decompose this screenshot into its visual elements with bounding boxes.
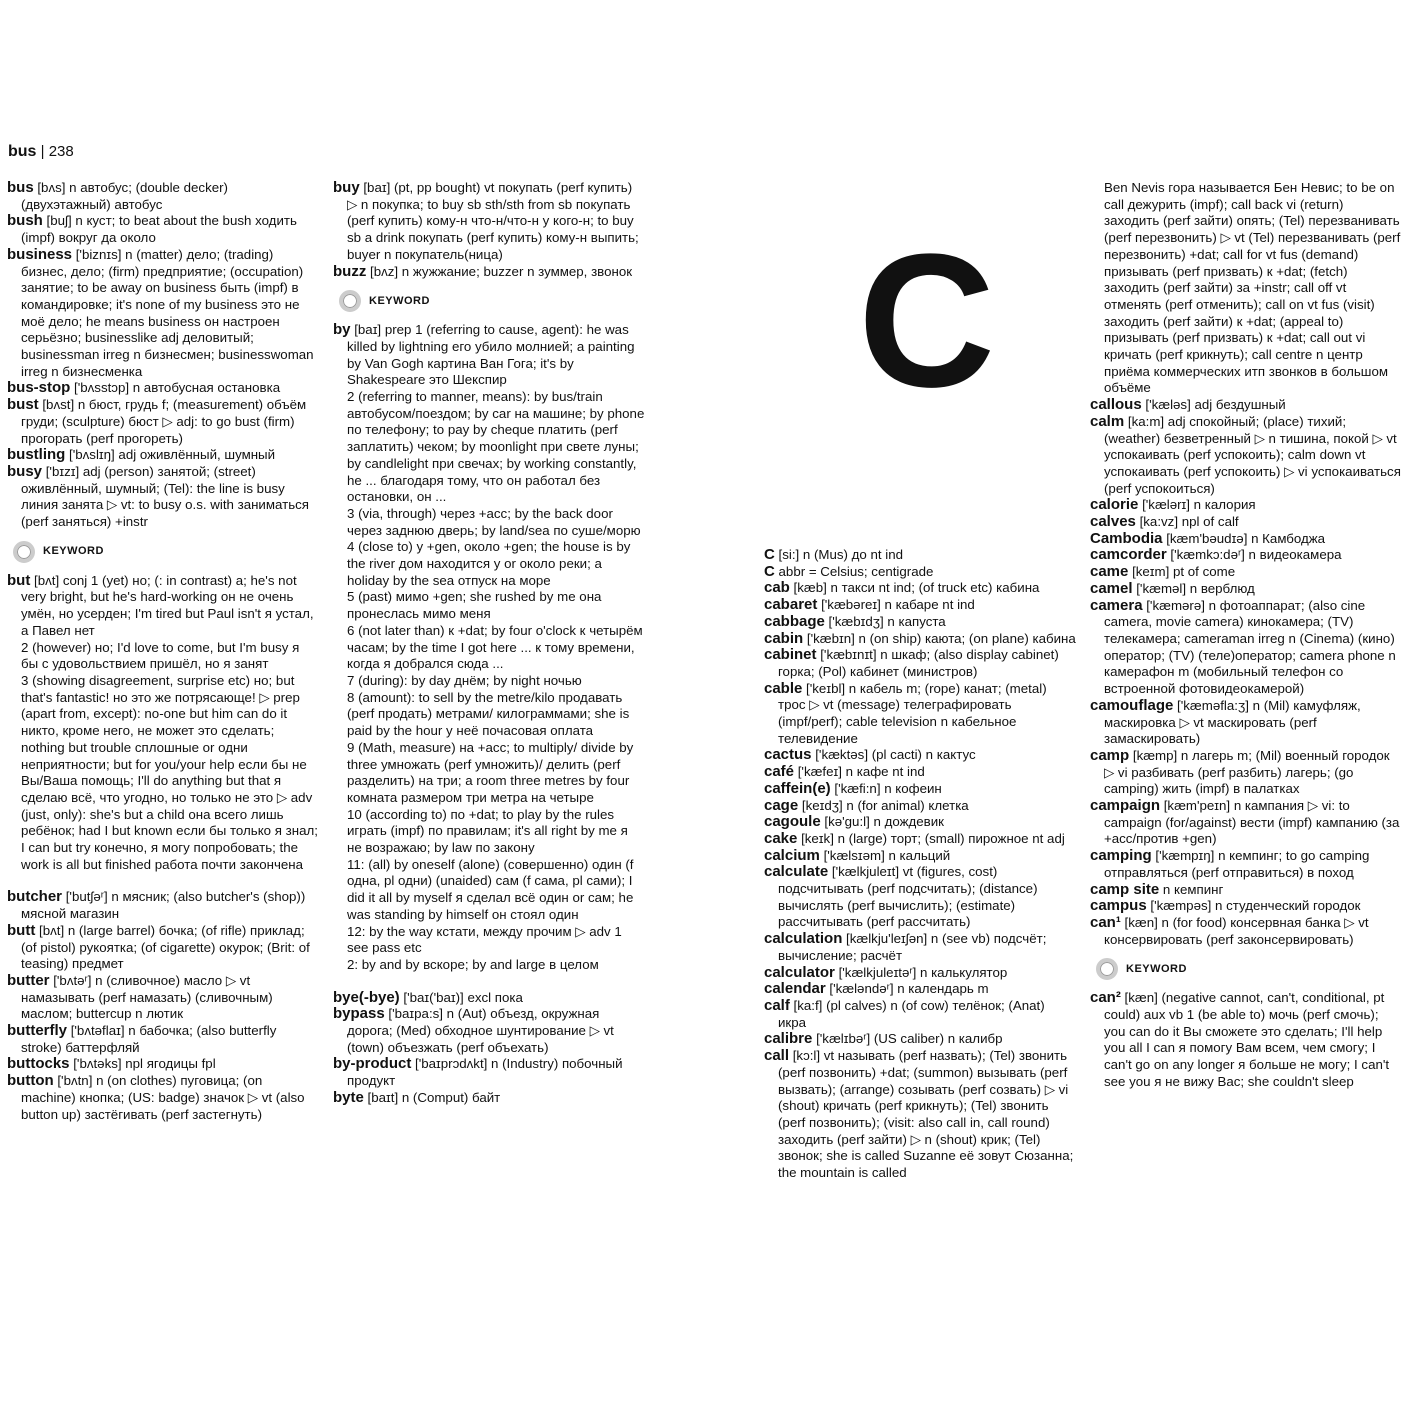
entry-headword: camera — [1090, 596, 1143, 614]
column-4 — [1090, 180, 1401, 1091]
entry-headword: cabaret — [764, 596, 818, 614]
entry-definition: [si:] n (Mus) до nt ind — [774, 547, 904, 562]
dictionary-entry — [7, 380, 319, 397]
keyword-circle-icon — [13, 541, 35, 563]
entry-definition: ['kæməl] n верблюд — [1132, 580, 1255, 596]
entry-headword: busy — [7, 462, 43, 480]
entry-definition: [bʌt] n (large barrel) бочка; (of rifle) приклад; (of pistol) рукоятка; (of cigarette) окурок; (Brit: of teasing) предмет — [21, 922, 310, 972]
running-header — [8, 143, 74, 161]
entry-definition: ['kæmərə] n фотоаппарат; (also cine camera, movie camera) кинокамера; (TV) телекамера; cameraman irreg n (Cinema) (кино) оператор; (TV) (теле)оператор; camera phone n камерафон m (мобильный телефон со встроенной фотовидеокамерой) — [1104, 597, 1396, 697]
entry-definition: [kə'gu:l] n дождевик — [820, 814, 944, 830]
dictionary-entry — [1090, 748, 1401, 798]
entry-headword: button — [7, 1072, 54, 1090]
entry-headword: butterfly — [7, 1022, 67, 1040]
entry-sense: 3 (showing disagreement, surprise etc) но; but that's fantastic! но это же потрясающе! ▷ prep (apart from, except): no-one but him can do it никто, кроме него, не может это сделать; nothing but trouble сплошные or одни неприятности; but for you/your help если бы не Вы/Ваша помощь; I'll do anything but that я сделаю всё, что угодно, но только не это ▷ adv (just, only): she's but a child она всего лишь ребёнок; had I but known если бы только я знал; I can but try конечно, я могу попробовать; the work is all but finished работа почти закончена — [21, 672, 318, 872]
page-number: 238 — [48, 143, 74, 160]
entry-headword: business — [7, 245, 73, 263]
dictionary-entry — [764, 631, 1076, 648]
entry-headword: calibre — [764, 1030, 813, 1048]
dictionary-entry — [1090, 397, 1401, 414]
entry-definition: [kælkju'leɪʃən] n (see vb) подсчёт; вычисление; расчёт — [778, 931, 1047, 963]
dictionary-entry — [1090, 698, 1401, 748]
entry-headword: camping — [1090, 847, 1152, 865]
spacer — [333, 974, 645, 990]
dictionary-entry — [764, 965, 1076, 982]
entry-definition: [kæmp] n лагерь m; (Mil) военный городок ▷ vi разбивать (perf разбить) лагерь; (go camping) жить (impf) в палатках — [1104, 747, 1390, 797]
entry-definition: ['baɪprɔdʌkt] n (Industry) побочный продукт — [347, 1056, 623, 1089]
entry-headword: callous — [1090, 396, 1142, 414]
dictionary-entry — [7, 1023, 319, 1056]
entry-definition: [bʌz] n жужжание; buzzer n зуммер, звонок — [366, 263, 633, 279]
dictionary-entry — [764, 931, 1076, 964]
entry-definition: ['bʌtəks] npl ягодицы fpl — [69, 1056, 216, 1072]
entry-definition: ['bʌtn] n (on clothes) пуговица; (on machine) кнопка; (US: badge) значок ▷ vt (also button up) застёгивать (perf застегнуть) — [21, 1073, 305, 1122]
entry-definition: ['kæfi:n] n кофеин — [830, 780, 942, 796]
entry-headword: bust — [7, 396, 39, 414]
dictionary-entry — [764, 781, 1076, 798]
dictionary-entry — [7, 889, 319, 922]
dictionary-entry — [764, 564, 1076, 581]
entry-definition: ['bʌtəʳ] n (сливочное) масло ▷ vt намазывать (perf намазать) (сливочным) маслом; buttercup n лютик — [21, 972, 273, 1022]
dictionary-entry — [764, 597, 1076, 614]
keyword-label: KEYWORD — [43, 545, 104, 558]
dictionary-entry — [7, 973, 319, 1023]
dictionary-entry — [1090, 514, 1401, 531]
entry-headword: calcium — [764, 846, 820, 864]
entry-headword: Cambodia — [1090, 529, 1163, 547]
entry-sense: 2 (referring to manner, means): by bus/train автобусом/поездом; by car на машине; by phone по телефону; to pay by cheque платить (perf заплатить) чеком; by moonlight при свете луны; by candlelight при свечах; by working constantly, he ... благодаря тому, что он работал без остановки, он ... — [347, 389, 645, 505]
dictionary-entry — [764, 1048, 1076, 1182]
entry-sense: 2: by and by вскоре; by and large в целом — [347, 956, 599, 972]
entry-headword: buzz — [333, 262, 367, 280]
entry-definition: [kɔ:l] vt называть (perf назвать); (Tel) звонить (perf позвонить) +dat; (summon) вызывать (perf вызвать); (arrange) созывать (perf созвать) ▷ vi (shout) кричать (perf крикнуть); (Tel) звонить (perf позвонить); (visit: also call in, call round) заходить (perf зайти) ▷ n (shout) крик; (Tel) звонок; she is called Suzanne её зовут Сюзанна; the mountain is called — [778, 1048, 1074, 1181]
entry-definition: ['kæktəs] (pl cacti) n кактус — [811, 747, 976, 763]
keyword-circle-icon — [339, 290, 361, 312]
entry-headword: camouflage — [1090, 696, 1174, 714]
dictionary-entry — [7, 213, 319, 246]
entry-headword: butter — [7, 971, 50, 989]
entry-definition: ['bʌsstɔp] n автобусная остановка — [70, 380, 281, 396]
dictionary-entry — [1090, 581, 1401, 598]
entry-headword: caffein(e) — [764, 779, 831, 797]
dictionary-entry — [333, 1056, 645, 1089]
entry-sense: 2 (however) но; I'd love to come, but I'm busy я бы с удовольствием пришёл, но я занят — [21, 639, 300, 672]
entry-definition: ['kæmpəs] n студенческий городок — [1146, 898, 1361, 914]
entry-headword: by-product — [333, 1055, 412, 1073]
entry-definition: [keɪdʒ] n (for animal) клетка — [798, 797, 969, 813]
keyword-label: KEYWORD — [1126, 962, 1187, 975]
entry-sense: 10 (according to) по +dat; to play by the rules играть (impf) по правилам; it's all right by me я не возражаю; by law по закону — [347, 806, 628, 856]
column-2 — [333, 180, 645, 1107]
entry-headword: bypass — [333, 1005, 385, 1023]
dictionary-entry — [1090, 598, 1401, 698]
dictionary-entry — [333, 180, 645, 264]
entry-headword: butcher — [7, 888, 63, 906]
dictionary-entry — [1090, 798, 1401, 848]
dictionary-entry — [7, 573, 319, 640]
entry-headword: café — [764, 763, 795, 781]
entry-headword: calf — [764, 996, 790, 1014]
dictionary-entry — [764, 614, 1076, 631]
keyword-marker — [13, 541, 319, 563]
dictionary-entry — [1090, 990, 1401, 1090]
dictionary-entry — [7, 247, 319, 381]
entry-headword: calorie — [1090, 496, 1139, 514]
entry-definition: ['biznɪs] n (matter) дело; (trading) бизнес, дело; (firm) предприятие; (occupation) занятие; to be away on business быть (impf) в командировке; it's none of my business это не моё дело; he means business он настроен серьёзно; businesslike adj деловитый; businessman irreg n бизнесмен; businesswoman irreg n бизнесменка — [21, 246, 314, 379]
entry-definition: ['bʌtəflaɪ] n бабочка; (also butterfly stroke) баттерфляй — [21, 1023, 277, 1055]
entry-headword: buy — [333, 179, 360, 196]
dictionary-entry — [764, 1031, 1076, 1048]
header-headword: bus — [8, 143, 37, 160]
dictionary-entry — [7, 180, 319, 213]
entry-definition: ['kæbəreɪ] n кабаре nt ind — [817, 597, 975, 613]
dictionary-entry — [764, 831, 1076, 848]
dictionary-entry — [1090, 531, 1401, 548]
entry-sense: 7 (during): by day днём; by night ночью — [347, 672, 582, 688]
entry-definition: ['kæfeɪ] n кафе nt ind — [794, 764, 925, 780]
dictionary-entry — [333, 322, 645, 389]
entry-headword: cable — [764, 679, 803, 697]
entry-sense: 3 (via, through) через +acc; by the back door через заднюю дверь; by land/sea по суше/морю — [347, 505, 641, 538]
entry-definition: ['kælkjuleɪtəʳ] n калькулятор — [834, 964, 1008, 980]
entry-definition: [bʌs] n автобус; (double decker) (двухэтажный) автобус — [21, 180, 228, 212]
entry-definition: [keɪk] n (large) торт; (small) пирожное nt adj — [797, 830, 1065, 846]
section-letter: C — [858, 215, 996, 427]
entry-definition: ['kæbɪn] n (on ship) каюта; (on plane) кабина — [803, 630, 1076, 646]
entry-headword: camp — [1090, 746, 1130, 764]
entry-headword: bustling — [7, 446, 66, 464]
entry-definition: ['kæləs] adj бездушный — [1141, 397, 1286, 413]
dictionary-entry — [764, 981, 1076, 998]
entry-definition: ['kæmkɔ:dəʳ] n видеокамера — [1166, 547, 1342, 563]
entry-definition: [baɪ] (pt, pp bought) vt покупать (perf купить) ▷ n покупка; to buy sb sth/sth from sb покупать (perf купить) кому-н что-н/что-н у кого-н; to buy sb a drink покупать (perf купить) кому-н выпить; buyer n покупатель(ница) — [347, 180, 639, 262]
entry-headword: bus-stop — [7, 379, 71, 397]
entry-definition: [kæm'bəudɪə] n Камбоджа — [1162, 530, 1326, 546]
dictionary-entry — [764, 764, 1076, 781]
dictionary-entry — [764, 864, 1076, 931]
entry-headword: came — [1090, 563, 1129, 581]
entry-sense: 4 (close to) у +gen, около +gen; the house is by the river дом находится у or около реки; a holiday by the sea отпуск на море — [347, 539, 631, 588]
entry-definition: [buʃ] n куст; to beat about the bush ходить (impf) вокруг да около — [21, 213, 297, 246]
dictionary-entry — [7, 464, 319, 531]
dictionary-entry — [1090, 882, 1401, 899]
dictionary-entry — [333, 1006, 645, 1056]
entry-definition: ['keɪbl] n кабель m; (rope) канат; (metal) трос ▷ vt (message) телеграфировать (impf/perf); cable television n кабельное телевидение — [778, 680, 1047, 746]
entry-headword: cake — [764, 829, 798, 847]
dictionary-entry — [1090, 497, 1401, 514]
dictionary-entry — [764, 814, 1076, 831]
entry-definition: ['kæləndəʳ] n календарь m — [825, 981, 989, 997]
dictionary-entry — [764, 681, 1076, 748]
keyword-marker — [1096, 958, 1401, 980]
dictionary-entry — [764, 647, 1076, 680]
dictionary-entry — [764, 747, 1076, 764]
entry-sense: 12: by the way кстати, между прочим ▷ adv 1 see pass etc — [347, 923, 622, 956]
dictionary-entry — [1090, 898, 1401, 915]
column-1 — [7, 180, 319, 1123]
keyword-marker — [339, 290, 645, 312]
dictionary-entry — [333, 1090, 645, 1107]
entry-definition: ['bɪzɪ] adj (person) занятой; (street) оживлённый, шумный; (Tel): the line is busy линия занята ▷ vt: to busy o.s. with заниматься (perf заняться) +instr — [21, 463, 309, 530]
entry-definition: [kæb] n такси nt ind; (of truck etc) кабина — [789, 580, 1040, 596]
entry-definition: [kæn] n (for food) консервная банка ▷ vt консервировать (perf законсервировать) — [1104, 914, 1369, 947]
entry-definition: [bʌst] n бюст, грудь f; (measurement) объём груди; (sculpture) бюст ▷ adj: to go bust (firm) прогорать (perf прогореть) — [21, 397, 307, 446]
entry-headword: cabinet — [764, 646, 817, 664]
entry-headword: can² — [1090, 989, 1121, 1007]
dictionary-entry — [7, 1056, 319, 1073]
entry-headword: cab — [764, 579, 790, 597]
entry-headword: calculation — [764, 930, 843, 948]
entry-headword: can¹ — [1090, 913, 1121, 931]
entry-definition: [ka:vz] npl of calf — [1135, 514, 1239, 530]
dictionary-entry — [333, 264, 645, 281]
entry-definition: ['kælərɪ] n калория — [1138, 497, 1256, 513]
entry-definition: n кемпинг — [1159, 881, 1224, 897]
dictionary-entry — [764, 798, 1076, 815]
entry-definition: [keɪm] pt of come — [1128, 564, 1236, 580]
entry-definition: ['kæmpɪŋ] n кемпинг; to go camping отправляться (perf отправиться) в поход — [1104, 848, 1370, 880]
spacer — [7, 873, 319, 889]
dictionary-entry — [7, 397, 319, 447]
entry-definition: [ka:f] (pl calves) n (of cow) телёнок; (Anat) икра — [778, 997, 1045, 1030]
entry-sense: 9 (Math, measure) на +acc; to multiply/ divide by three умножать (perf умножить)/ делить (perf разделить) на три; a room three metres by four комната размером три метра на четыре — [347, 739, 634, 805]
entry-headword: calculator — [764, 963, 835, 981]
entry-headword: campus — [1090, 897, 1147, 915]
dictionary-entry — [764, 998, 1076, 1031]
entry-headword: buttocks — [7, 1055, 70, 1073]
header-separator: | — [40, 143, 45, 160]
entry-headword: cage — [764, 796, 799, 814]
entry-headword: cabin — [764, 629, 804, 647]
dictionary-entry — [333, 990, 645, 1007]
dictionary-entry — [764, 547, 1076, 564]
entry-definition: ['kælsɪəm] n кальций — [819, 847, 951, 863]
dictionary-entry — [764, 848, 1076, 865]
entry-headword: calculate — [764, 863, 829, 881]
entry-sense: 6 (not later than) к +dat; by four o'clock к четырём часам; by the time I got here ... к тому времени, когда я добрался сюда ... — [347, 622, 643, 672]
entry-headword: calendar — [764, 980, 826, 998]
entry-headword: cabbage — [764, 612, 825, 630]
entry-sense: 11: (all) by oneself (alone) (совершенно) один (f одна, pl одни) (unaided) сам (f сама, pl сами); I did it all by myself я сделал всё один or сам; he was standing by himself он стоял один — [347, 856, 634, 922]
entry-continuation: Ben Nevis гора называется Бен Невис; to be on call дежурить (impf); call back vi (return) заходить (perf зайти) опять; (Tel) перезванивать (perf перезвонить) ▷ vt (Tel) перезванивать (perf перезвонить) +dat; call for vt fus (demand) призывать (perf призвать) к +dat; (fetch) заходить (perf зайти) за +instr; call off vt отменять (perf отменить); call on vt fus (visit) заходить (perf зайти) к +dat; (appeal to) призывать (perf призвать) к +dat; call out vi кричать (perf крикнуть); call centre n центр приёма коммерческих итп звонков в большом объёме — [1104, 180, 1401, 396]
entry-definition: [baɪt] n (Comput) байт — [363, 1089, 501, 1105]
entry-definition: ['butʃəʳ] n мясник; (also butcher's (shop)) мясной магазин — [21, 889, 306, 922]
entry-headword: camel — [1090, 579, 1133, 597]
entry-definition: abbr = Celsius; centigrade — [774, 563, 934, 579]
entry-definition: [bʌt] conj 1 (yet) но; (: in contrast) а; he's not very bright, but he's hard-working он не очень умён, но усерден; I'm tired but Paul isn't я устал, а Павел нет — [21, 572, 314, 638]
dictionary-entry — [7, 923, 319, 973]
entry-definition: ['kæbɪnɪt] n шкаф; (also display cabinet) горка; (Pol) кабинет (министров) — [778, 647, 1059, 679]
entry-headword: cagoule — [764, 813, 821, 831]
entry-headword: butt — [7, 921, 36, 939]
entry-definition: ['kælkjuleɪt] vt (figures, cost) подсчитывать (perf подсчитать); (distance) вычислять (perf вычислить); (estimate) рассчитывать (perf рассчитать) — [778, 864, 1038, 930]
entry-definition: ['kæbɪdʒ] n капуста — [824, 613, 946, 629]
entry-definition: [kæn] (negative cannot, can't, conditional, pt could) aux vb 1 (be able to) мочь (perf смочь); you can do it Вы сможете это сделать; I'll help you all I can я помогу Вам всем, чем смогу; I can't go on any longer я больше не могу; I can't see you я не вижу Вас; she couldn't sleep — [1104, 990, 1390, 1089]
entry-headword: C — [764, 546, 775, 563]
entry-headword: by — [333, 321, 351, 339]
keyword-label: KEYWORD — [369, 294, 430, 307]
dictionary-entry — [1090, 848, 1401, 881]
entry-definition: ['baɪ('baɪ)] excl пока — [399, 989, 523, 1005]
entry-definition: ['bʌslɪŋ] adj оживлённый, шумный — [65, 447, 276, 463]
entry-definition: [baɪ] prep 1 (referring to cause, agent): he was killed by lightning его убило молнией; a painting by Van Gogh картина Ван Гога; it's by Shakespeare это Шекспир — [347, 322, 635, 388]
entry-headword: bye(-bye) — [333, 988, 400, 1006]
entry-headword: bus — [7, 179, 34, 196]
entry-headword: C — [764, 562, 775, 580]
entry-sense: 5 (past) мимо +gen; she rushed by me она пронеслась мимо меня — [347, 589, 602, 622]
entry-headword: campaign — [1090, 797, 1161, 815]
dictionary-entry — [1090, 414, 1401, 498]
entry-definition: ['baɪpa:s] n (Aut) объезд, окружная дорога; (Med) обходное шунтирование ▷ vt (town) объезжать (perf объехать) — [347, 1006, 614, 1055]
dictionary-entry — [7, 1073, 319, 1123]
entry-headword: camcorder — [1090, 546, 1167, 564]
entry-headword: calves — [1090, 513, 1136, 531]
dictionary-entry — [1090, 915, 1401, 948]
dictionary-entry — [1090, 547, 1401, 564]
dictionary-entry — [764, 580, 1076, 597]
entry-definition: [kæm'peɪn] n кампания ▷ vi: to campaign (for/against) вести (impf) кампанию (за +acc/против +gen) — [1104, 798, 1400, 847]
entry-sense: 8 (amount): to sell by the metre/kilo продавать (perf продать) метрами/ килограммами; she is paid by the hour у неё почасовая оплата — [347, 689, 630, 739]
entry-definition: ['kæməfla:ʒ] n (Mil) камуфляж, маскировка ▷ vt маскировать (perf замаскировать) — [1104, 697, 1361, 747]
entry-headword: cactus — [764, 746, 812, 764]
entry-headword: calm — [1090, 412, 1125, 430]
entry-headword: byte — [333, 1088, 364, 1106]
dictionary-entry — [7, 447, 319, 464]
entry-headword: bush — [7, 212, 43, 230]
dictionary-entry — [1090, 564, 1401, 581]
entry-headword: camp site — [1090, 880, 1160, 898]
entry-definition: ['kælɪbəʳ] (US caliber) n калибр — [812, 1031, 1003, 1047]
entry-headword: call — [764, 1047, 790, 1065]
keyword-circle-icon — [1096, 958, 1118, 980]
column-3 — [764, 547, 1076, 1182]
entry-definition: [ka:m] adj спокойный; (place) тихий; (weather) безветренный ▷ n тишина, покой ▷ vt успокаивать (perf успокоить); calm down vt успокаивать (perf успокоить) ▷ vi успокаиваться (perf успокоиться) — [1104, 413, 1401, 496]
entry-headword: but — [7, 571, 31, 589]
